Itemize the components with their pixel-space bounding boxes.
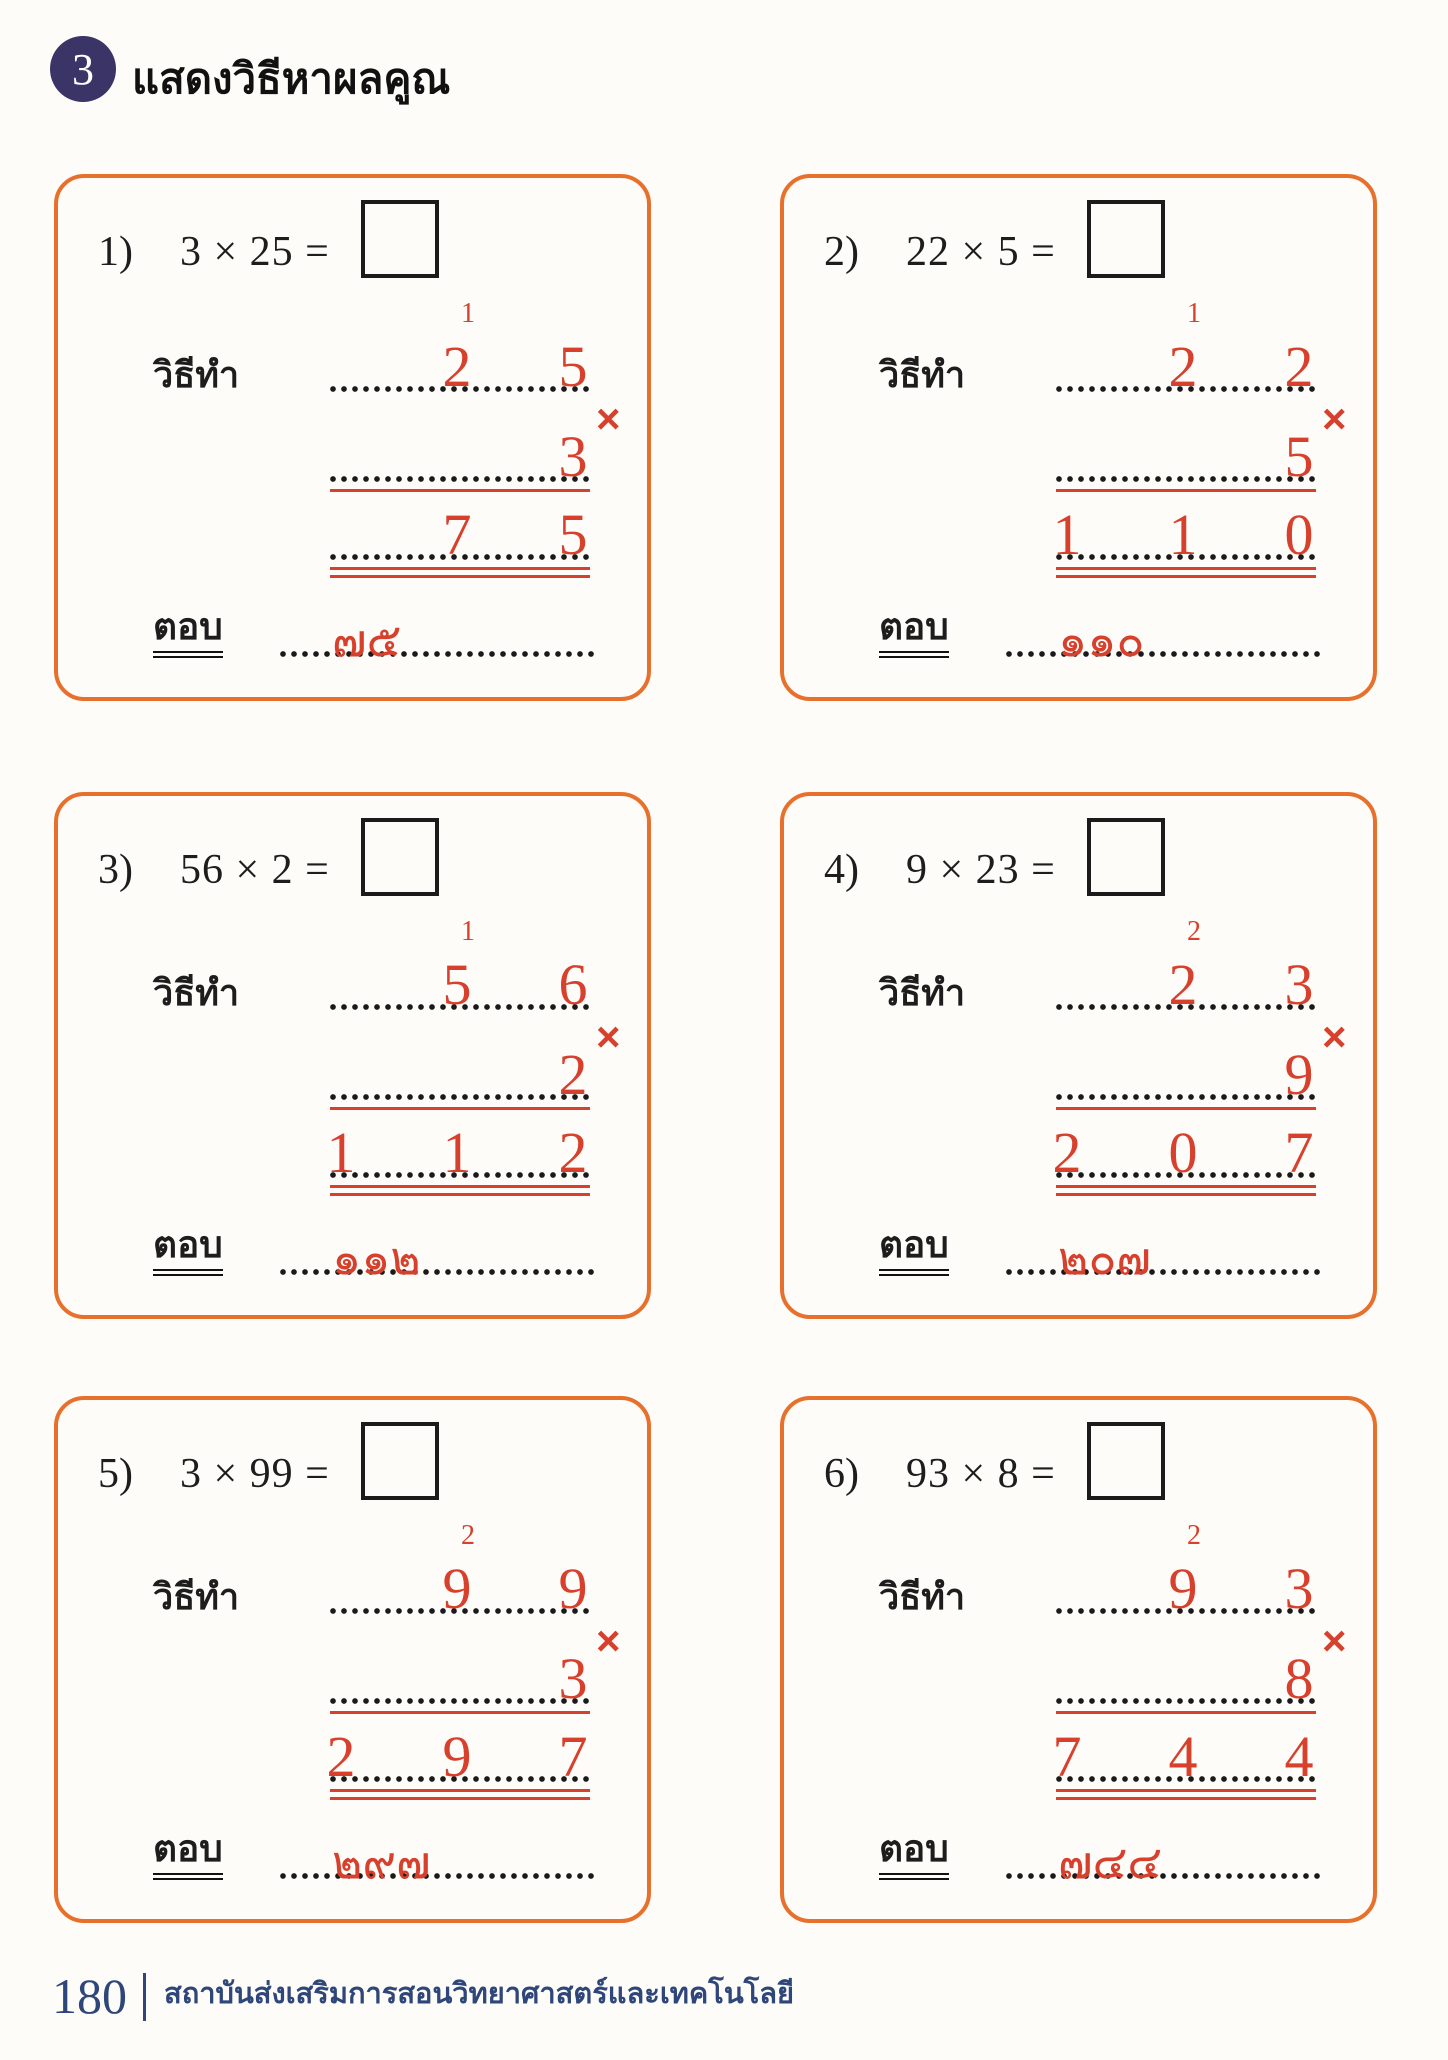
product-line bbox=[326, 1120, 590, 1185]
page-number: 180 bbox=[52, 1968, 127, 2024]
product-line bbox=[1052, 1724, 1316, 1789]
multiplier-line bbox=[330, 422, 590, 489]
answer-line bbox=[1006, 1824, 1320, 1888]
multiplicand-ones: 5 bbox=[558, 334, 588, 399]
problem-card bbox=[780, 792, 1377, 1319]
product-tens: 0 bbox=[1168, 1120, 1198, 1185]
multiplicand-tens: 9 bbox=[442, 1556, 472, 1621]
answer-label: ตอบ bbox=[879, 1830, 949, 1880]
carry-digit: 1 bbox=[461, 298, 475, 329]
multiply-icon: × bbox=[596, 1617, 621, 1664]
carry-digit: 1 bbox=[461, 916, 475, 947]
multiplicand-ones: 3 bbox=[1284, 1556, 1314, 1621]
answer-value-thai: ๒๙๗ bbox=[332, 1836, 431, 1888]
answer-value-thai: ๗๔๔ bbox=[1058, 1836, 1163, 1888]
problem-equation: 3 × 99 = bbox=[180, 1451, 330, 1497]
answer-value-thai: ๗๕ bbox=[332, 614, 402, 666]
answer-value-thai: ๑๑๐ bbox=[1058, 614, 1145, 666]
multiplicand-line bbox=[1056, 1552, 1316, 1621]
answer-line bbox=[280, 1824, 594, 1888]
product-tens: 1 bbox=[1168, 502, 1198, 567]
multiplier-line bbox=[1056, 422, 1316, 489]
problem-card bbox=[780, 174, 1377, 701]
problem-number: 6) bbox=[824, 1451, 859, 1497]
carry-digit: 2 bbox=[1187, 916, 1201, 947]
multiplicand-tens: 9 bbox=[1168, 1556, 1198, 1621]
multiplier-line bbox=[1056, 1644, 1316, 1711]
method-label: วิธีทำ bbox=[879, 354, 966, 395]
page-footer bbox=[52, 1968, 794, 2024]
multiplier-digit: 3 bbox=[558, 1646, 588, 1711]
multiplicand-line bbox=[330, 1552, 590, 1621]
section-number: 3 bbox=[72, 44, 94, 94]
page-title: แสดงวิธีหาผลคูณ bbox=[132, 55, 451, 102]
multiplicand-line bbox=[1056, 330, 1316, 399]
problem-equation: 22 × 5 = bbox=[906, 229, 1056, 275]
multiplicand-line bbox=[1056, 948, 1316, 1017]
product-hundreds: 1 bbox=[1052, 502, 1082, 567]
multiplicand-tens: 2 bbox=[1168, 952, 1198, 1017]
multiply-icon: × bbox=[596, 395, 621, 442]
product-hundreds: 2 bbox=[326, 1724, 356, 1789]
method-label: วิธีทำ bbox=[879, 972, 966, 1013]
multiplier-digit: 9 bbox=[1284, 1042, 1314, 1107]
carry-digit: 2 bbox=[1187, 1520, 1201, 1551]
product-tens: 4 bbox=[1168, 1724, 1198, 1789]
multiply-icon: × bbox=[1322, 1617, 1347, 1664]
problem-number: 2) bbox=[824, 229, 859, 275]
problem-equation: 9 × 23 = bbox=[906, 847, 1056, 893]
answer-value-thai: ๒๐๗ bbox=[1058, 1232, 1151, 1284]
multiplicand-ones: 9 bbox=[558, 1556, 588, 1621]
multiply-icon: × bbox=[596, 1013, 621, 1060]
product-ones: 5 bbox=[558, 502, 588, 567]
answer-label: ตอบ bbox=[153, 608, 223, 658]
multiplicand-tens: 5 bbox=[442, 952, 472, 1017]
product-line bbox=[330, 502, 590, 567]
multiplicand-ones: 2 bbox=[1284, 334, 1314, 399]
problem-equation: 93 × 8 = bbox=[906, 1451, 1056, 1497]
product-tens: 7 bbox=[442, 502, 472, 567]
multiply-icon: × bbox=[1322, 395, 1347, 442]
multiplier-digit: 2 bbox=[558, 1042, 588, 1107]
method-label: วิธีทำ bbox=[153, 1576, 240, 1617]
product-tens: 9 bbox=[442, 1724, 472, 1789]
problem-equation: 56 × 2 = bbox=[180, 847, 330, 893]
answer-label: ตอบ bbox=[153, 1226, 223, 1276]
problem-card bbox=[780, 1396, 1377, 1923]
answer-label: ตอบ bbox=[153, 1830, 223, 1880]
product-ones: 7 bbox=[1284, 1120, 1314, 1185]
multiplier-line bbox=[330, 1040, 590, 1107]
product-tens: 1 bbox=[442, 1120, 472, 1185]
multiplier-digit: 3 bbox=[558, 424, 588, 489]
problem-number: 3) bbox=[98, 847, 133, 893]
multiplicand-tens: 2 bbox=[442, 334, 472, 399]
problem-number: 1) bbox=[98, 229, 133, 275]
product-ones: 7 bbox=[558, 1724, 588, 1789]
multiplicand-ones: 3 bbox=[1284, 952, 1314, 1017]
multiplier-digit: 8 bbox=[1284, 1646, 1314, 1711]
product-line bbox=[1052, 1120, 1316, 1185]
answer-line bbox=[280, 602, 594, 666]
footer-divider bbox=[143, 1973, 146, 2021]
answer-label: ตอบ bbox=[879, 608, 949, 658]
product-hundreds: 2 bbox=[1052, 1120, 1082, 1185]
method-label: วิธีทำ bbox=[879, 1576, 966, 1617]
product-ones: 2 bbox=[558, 1120, 588, 1185]
product-hundreds: 7 bbox=[1052, 1724, 1082, 1789]
problem-number: 5) bbox=[98, 1451, 133, 1497]
multiplicand-line bbox=[330, 330, 590, 399]
carry-digit: 1 bbox=[1187, 298, 1201, 329]
answer-line bbox=[1006, 1220, 1320, 1284]
publisher-name: สถาบันส่งเสริมการสอนวิทยาศาสตร์และเทคโนโลยี bbox=[164, 1978, 794, 2010]
problem-number: 4) bbox=[824, 847, 859, 893]
answer-line bbox=[280, 1220, 594, 1284]
problem-card bbox=[54, 174, 651, 701]
problem-equation: 3 × 25 = bbox=[180, 229, 330, 275]
problem-card bbox=[54, 1396, 651, 1923]
answer-label: ตอบ bbox=[879, 1226, 949, 1276]
multiplicand-ones: 6 bbox=[558, 952, 588, 1017]
multiplicand-line bbox=[330, 948, 590, 1017]
section-number-badge bbox=[50, 36, 116, 102]
problem-card bbox=[54, 792, 651, 1319]
carry-digit: 2 bbox=[461, 1520, 475, 1551]
product-line bbox=[326, 1724, 590, 1789]
product-ones: 4 bbox=[1284, 1724, 1314, 1789]
multiplier-line bbox=[330, 1644, 590, 1711]
answer-value-thai: ๑๑๒ bbox=[332, 1232, 421, 1284]
method-label: วิธีทำ bbox=[153, 972, 240, 1013]
product-line bbox=[1052, 502, 1316, 567]
multiplier-line bbox=[1056, 1040, 1316, 1107]
product-hundreds: 1 bbox=[326, 1120, 356, 1185]
multiplier-digit: 5 bbox=[1284, 424, 1314, 489]
product-ones: 0 bbox=[1284, 502, 1314, 567]
multiplicand-tens: 2 bbox=[1168, 334, 1198, 399]
method-label: วิธีทำ bbox=[153, 354, 240, 395]
answer-line bbox=[1006, 602, 1320, 666]
multiply-icon: × bbox=[1322, 1013, 1347, 1060]
